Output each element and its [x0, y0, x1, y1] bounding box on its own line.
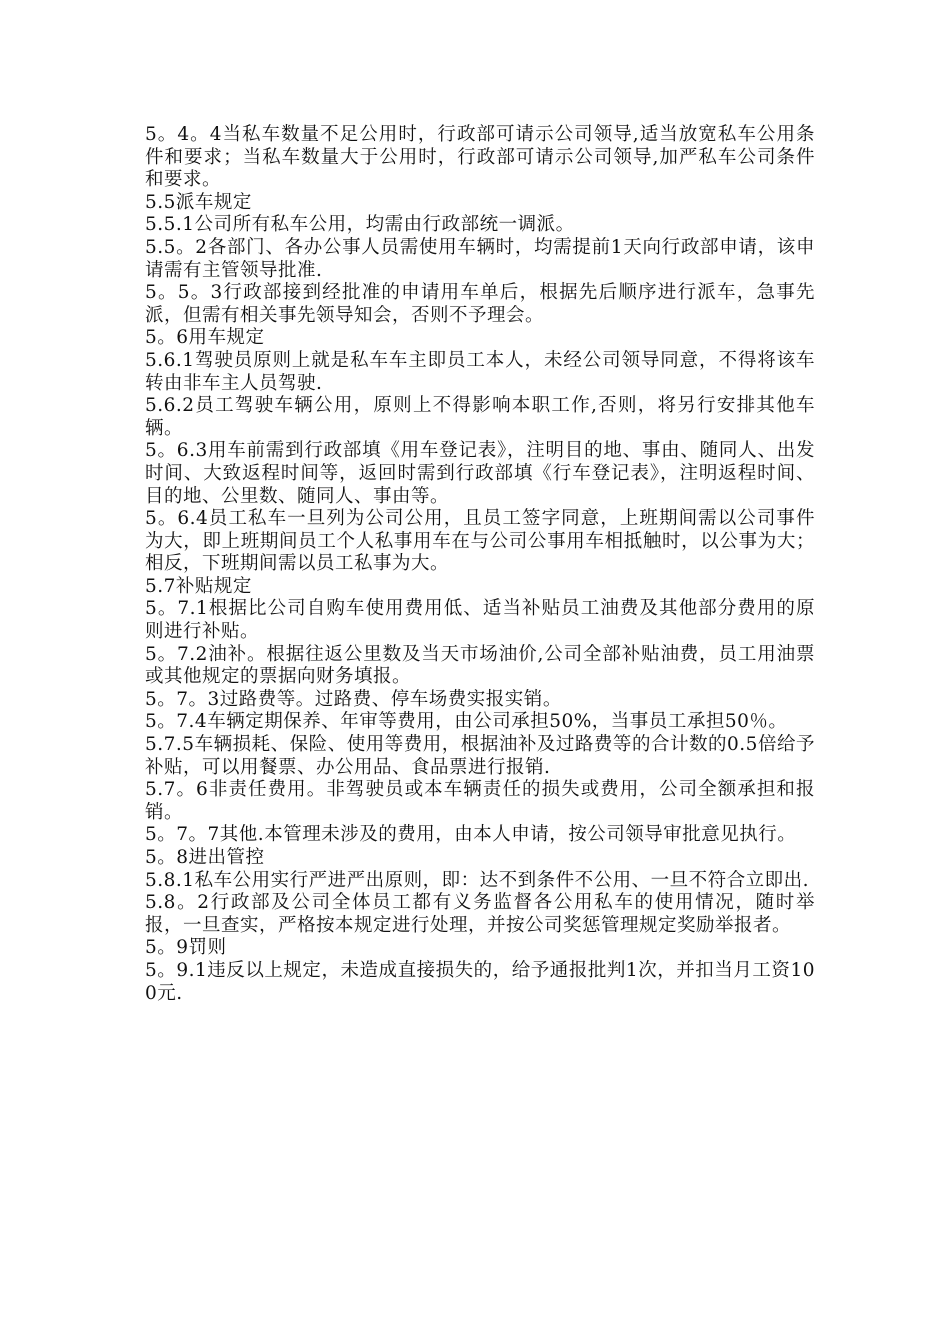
heading-5-9: 5。9罚则 — [145, 937, 227, 959]
heading-5-5: 5.5派车规定 — [145, 191, 252, 213]
paragraph-5-6-3: 5。6.3用车前需到行政部填《用车登记表》，注明目的地、事由、随同人、出发时间、大致返程时间等，返回时需到行政部填《行车登记表》，注明返程时间、目的地、公里数、随同人、事由等。 — [145, 440, 815, 507]
paragraph-5-5-1: 5.5.1公司所有私车公用，均需由行政部统一调派。 — [145, 214, 575, 236]
paragraph-5-7-3: 5。7。3过路费等。过路费、停车场费实报实销。 — [145, 688, 562, 710]
paragraph-5-5-3: 5。5。3行政部接到经批准的申请用车单后，根据先后顺序进行派车，急事先派，但需有相关事先领导知会，否则不予理会。 — [145, 282, 815, 326]
paragraph-5-4-4: 5。4。4当私车数量不足公用时，行政部可请示公司领导,适当放宽私车公用条件和要求；当私车数量大于公用时，行政部可请示公司领导,加严私车公司条件和要求。 — [145, 124, 815, 191]
paragraph-5-9-1: 5。9.1违反以上规定，未造成直接损失的，给予通报批判1次，并扣当月工资100元. — [145, 959, 815, 1004]
paragraph-5-6-1: 5.6.1驾驶员原则上就是私车车主即员工本人，未经公司领导同意，不得将该车转由非车主人员驾驶. — [145, 349, 815, 394]
paragraph-5-7-5: 5.7.5车辆损耗、保险、使用等费用，根据油补及过路费等的合计数的0.5倍给予补贴，可以用餐票、办公用品、食品票进行报销. — [145, 734, 815, 778]
document-body — [145, 124, 815, 1005]
paragraph-5-7-6: 5.7。6非责任费用。非驾驶员或本车辆责任的损失或费用，公司全额承担和报销。 — [145, 779, 815, 823]
paragraph-5-7-1: 5。7.1根据比公司自购车使用费用低、适当补贴员工油费及其他部分费用的原则进行补贴。 — [145, 598, 815, 643]
paragraph-5-5-2: 5.5。2各部门、各办公事人员需使用车辆时，均需提前1天向行政部申请，该申请需有主管领导批准. — [145, 236, 815, 281]
paragraph-5-7-7: 5。7。7其他.本管理未涉及的费用，由本人申请，按公司领导审批意见执行。 — [145, 824, 797, 846]
heading-5-6: 5。6用车规定 — [145, 327, 265, 349]
paragraph-5-6-4: 5。6.4员工私车一旦列为公司公用，且员工签字同意，上班期间需以公司事件为大，即上班期间员工个人私事用车在与公司公事用车相抵触时，以公事为大；相反，下班期间需以员工私事为大。 — [145, 508, 815, 575]
paragraph-5-7-4: 5。7.4车辆定期保养、年审等费用，由公司承担50%，当事员工承担50％。 — [145, 711, 788, 733]
paragraph-5-8-2: 5.8。2行政部及公司全体员工都有义务监督各公用私车的使用情况，随时举报，一旦查实，严格按本规定进行处理，并按公司奖惩管理规定奖励举报者。 — [145, 892, 815, 936]
paragraph-5-7-2: 5。7.2油补。根据往返公里数及当天市场油价,公司全部补贴油费，员工用油票或其他规定的票据向财务填报。 — [145, 643, 815, 688]
paragraph-5-6-2: 5.6.2员工驾驶车辆公用，原则上不得影响本职工作,否则，将另行安排其他车辆。 — [145, 395, 815, 439]
heading-5-8: 5。8进出管控 — [145, 847, 265, 868]
heading-5-7: 5.7补贴规定 — [145, 575, 252, 597]
paragraph-5-8-1: 5.8.1私车公用实行严进严出原则，即：达不到条件不公用、一旦不符合立即出. — [145, 869, 809, 891]
